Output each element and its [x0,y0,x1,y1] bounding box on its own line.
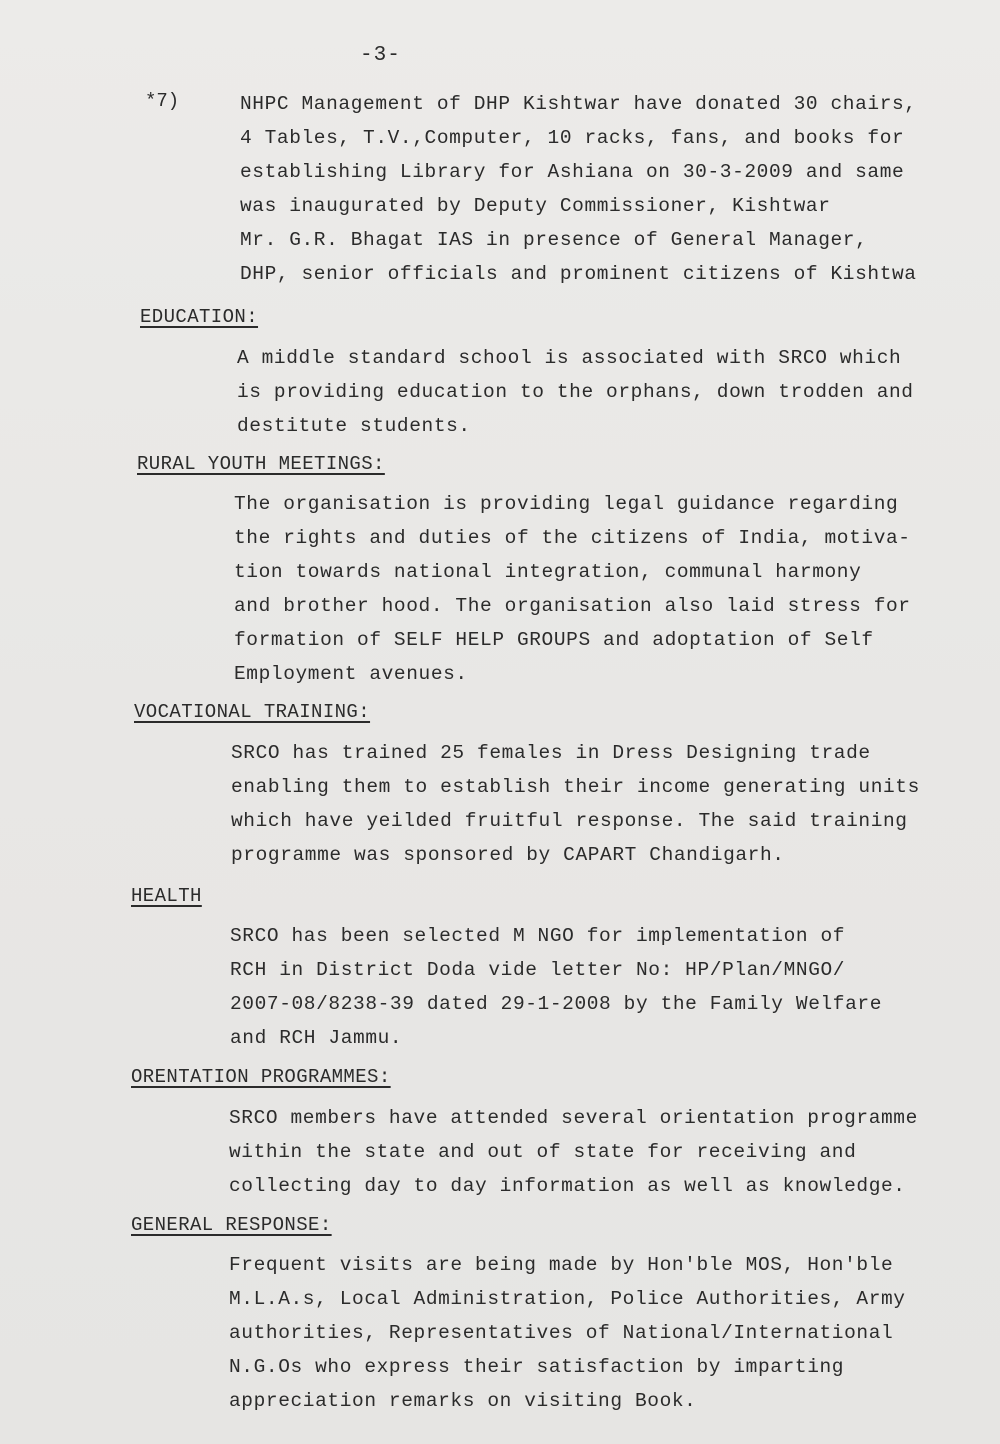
section-heading-general-response: GENERAL RESPONSE: [131,1214,332,1236]
paragraph-line: N.G.Os who express their satisfaction by imparting [229,1356,845,1378]
paragraph-line: NHPC Management of DHP Kishtwar have donated 30 chairs, [240,93,917,115]
vocational-training-paragraph [231,736,920,872]
paragraph-line: appreciation remarks on visiting Book. [229,1390,697,1412]
item-7-paragraph [240,87,917,291]
page-number: -3- [360,44,401,67]
section-heading-rural-youth-meetings: RURAL YOUTH MEETINGS: [137,453,385,475]
paragraph-line: M.L.A.s, Local Administration, Police Authorities, Army [229,1288,906,1310]
section-heading-vocational-training: VOCATIONAL TRAINING: [134,701,371,723]
paragraph-line: enabling them to establish their income generating units [231,776,920,798]
paragraph-line: formation of SELF HELP GROUPS and adoptation of Self [234,629,874,651]
education-paragraph [237,341,914,443]
paragraph-line: Frequent visits are being made by Hon'ble MOS, Hon'ble [229,1254,894,1276]
paragraph-line: A middle standard school is associated with SRCO which [237,347,902,369]
health-paragraph [230,919,882,1055]
paragraph-line: DHP, senior officials and prominent citizens of Kishtwa [240,263,917,285]
section-heading-health: HEALTH [131,885,202,907]
paragraph-line: and brother hood. The organisation also laid stress for [234,595,911,617]
paragraph-line: the rights and duties of the citizens of India, motiva- [234,527,911,549]
rural-youth-meetings-paragraph [234,487,911,691]
general-response-paragraph [229,1248,906,1418]
paragraph-line: 4 Tables, T.V.,Computer, 10 racks, fans, and books for [240,127,905,149]
paragraph-line: establishing Library for Ashiana on 30-3-2009 and same [240,161,905,183]
paragraph-line: RCH in District Doda vide letter No: HP/Plan/MNGO/ [230,959,846,981]
paragraph-line: SRCO has trained 25 females in Dress Designing trade [231,742,871,764]
paragraph-line: which have yeilded fruitful response. The said training [231,810,908,832]
paragraph-line: programme was sponsored by CAPART Chandigarh. [231,844,785,866]
paragraph-line: is providing education to the orphans, down trodden and [237,381,914,403]
paragraph-line: authorities, Representatives of National/International [229,1322,894,1344]
paragraph-line: was inaugurated by Deputy Commissioner, Kishtwar [240,195,831,217]
paragraph-line: destitute students. [237,415,471,437]
paragraph-line: 2007-08/8238-39 dated 29-1-2008 by the Family Welfare [230,993,883,1015]
paragraph-line: Mr. G.R. Bhagat IAS in presence of General Manager, [240,229,868,251]
paragraph-line: SRCO has been selected M NGO for implementation of [230,925,846,947]
section-heading-education: EDUCATION: [140,306,259,328]
paragraph-line: Employment avenues. [234,663,468,685]
paragraph-line: The organisation is providing legal guidance regarding [234,493,899,515]
paragraph-line: and RCH Jammu. [230,1027,403,1049]
item-number: *7) [145,90,180,112]
orientation-programmes-paragraph [229,1101,918,1203]
section-heading-orientation-programmes: ORENTATION PROGRAMMES: [131,1066,391,1088]
paragraph-line: SRCO members have attended several orientation programme [229,1107,918,1129]
paragraph-line: collecting day to day information as well as knowledge. [229,1175,906,1197]
paragraph-line: within the state and out of state for receiving and [229,1141,857,1163]
paragraph-line: tion towards national integration, communal harmony [234,561,862,583]
